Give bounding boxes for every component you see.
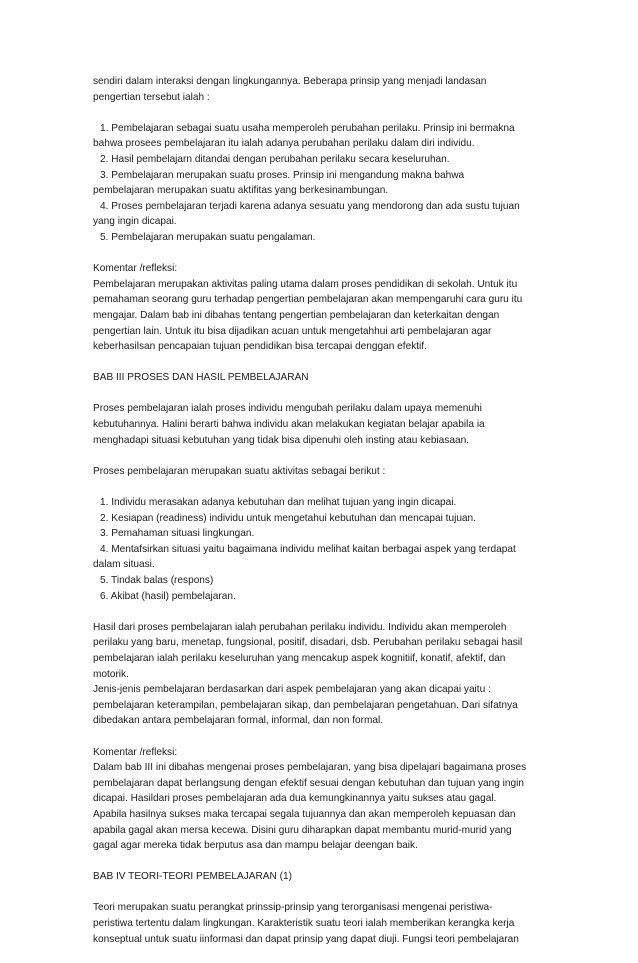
- text-line: pembelajaran merupakan suatu aktifitas yang berkesinambungan.: [93, 185, 389, 197]
- text-line: dicapai. Hasildari proses pembelajaran ada dua kemungkinannya yaitu sukses atau gagal.: [93, 793, 497, 805]
- text-line: sendiri dalam interaksi dengan lingkungannya. Beberapa prinsip yang menjadi landasan: [93, 76, 487, 87]
- text-line: Komentar /refleksi:: [93, 746, 178, 758]
- list-item: 5. Pembelajaran merupakan suatu pengalaman.: [100, 231, 316, 243]
- text-line: yang ingin dicapai.: [93, 216, 177, 228]
- paragraph: [93, 869, 553, 885]
- text-line: pengertian tersebut ialah :: [93, 91, 210, 103]
- paragraph: [93, 74, 553, 105]
- text-line: pengertian lain. Untuk itu bisa dijadikan acuan untuk mengetahhui arti pembelajaran agar: [93, 325, 492, 337]
- document-page: [93, 74, 553, 963]
- paragraph: [93, 464, 553, 480]
- list-item: 1. Pembelajaran sebagai suatu usaha memperoleh perubahan perilaku. Prinsip ini bermakna: [100, 122, 515, 134]
- text-line: pembelajaran dapat berlangsung dengan efektif sesuai dengan kebutuhan dan tujuan yang ingin: [93, 777, 525, 789]
- text-line: perilaku yang baru, menetap, fungsional, positif, disadari, dsb. Perubahan perilaku sebagai hasil: [93, 637, 523, 649]
- numbered-list: [93, 495, 553, 604]
- list-item: 1. Individu merasakan adanya kebutuhan dan melihat tujuan yang ingin dicapai.: [100, 497, 457, 509]
- text-line: menghadapi situasi kebutuhan yang tidak bisa dipenuhi oleh insting atau kebiasaan.: [93, 434, 469, 446]
- text-line: Jenis-jenis pembelajaran berdasarkan dari aspek pembelajaran yang akan dicapai yaitu :: [93, 684, 491, 696]
- text-line: pembelajaran ialah perilaku keseluruhan yang mencakup aspek kognitiif, konatif, afektif, dan: [93, 652, 506, 664]
- paragraph: [93, 261, 553, 355]
- text-line: Teori merupakan suatu perangkat prinssip-prinsip yang terorganisasi mengenai peristiwa-: [93, 902, 493, 914]
- list-item: 6. Akibat (hasil) pembelajaran.: [100, 590, 236, 602]
- text-line: Apabila hasilnya sukses maka tercapai segala tujuannya dan akan memperoleh kepuasan dan: [93, 808, 516, 820]
- text-line: kebutuhannya. Halini berarti bahwa individu akan melakukan kegiatan belajar apabila ia: [93, 419, 485, 431]
- text-line: bahwa prosees pembelajaran itu ialah adanya perubahan perilaku dalam diri individu.: [93, 138, 475, 150]
- text-line: mengajar. Dalam bab ini dibahas tentang pengertian pembelajaran dan keterkaitan dengan: [93, 309, 500, 321]
- text-line: motorik.: [93, 668, 129, 680]
- list-item: 2. Kesiapan (readiness) individu untuk mengetahui kebutuhan dan mencapai tujuan.: [100, 512, 476, 524]
- text-line: Komentar /refleksi:: [93, 263, 178, 275]
- text-line: pembelajaran keterampilan, pembelajaran sikap, dan pembelajaran pengetahuan. Dari sifatnya: [93, 699, 518, 711]
- list-item: 4. Proses pembelajaran terjadi karena adanya sesuatu yang mendorong dan ada sustu tujuan: [100, 200, 520, 212]
- paragraph: [93, 370, 553, 386]
- text-line: Pembelajaran merupakan aktivitas paling utama dalam proses pendidikan di sekolah. Untuk itu: [93, 278, 518, 290]
- paragraph: [93, 620, 553, 729]
- text-line: apabila gagal akan mersa kecewa. Disini guru diharapkan dapat membantu murid-murid yang: [93, 824, 512, 836]
- text-line: Proses pembelajaran ialah proses individu mengubah perilaku dalam upaya memenuhi: [93, 403, 482, 415]
- text-line: Proses pembelajaran merupakan suatu aktivitas sebagai berikut :: [93, 465, 386, 477]
- text-line: dalam situasi.: [93, 559, 155, 571]
- text-line: keberhasilsan pencapaian tujuan pendidikan bisa tercapai denggan efektif.: [93, 341, 427, 353]
- paragraph: [93, 401, 553, 448]
- text-line: konseptual untuk suatu iinformasi dan dapat prinsip yang dapat diuji. Fungsi teori pembelajaran: [93, 933, 519, 945]
- list-item: 3. Pemahaman situasi lingkungan.: [100, 528, 255, 540]
- text-line: Hasil dari proses pembelajaran ialah perubahan perilaku individu. Individu akan memperoleh: [93, 621, 507, 633]
- paragraph: [93, 745, 553, 854]
- list-item: 3. Pembelajaran merupakan suatu proses. Prinsip ini mengandung makna bahwa: [100, 169, 465, 181]
- text-line: dibedakan antara pembelajaran formal, informal, dan non formal.: [93, 715, 384, 727]
- paragraph: [93, 900, 553, 947]
- text-line: BAB IV TEORI-TEORI PEMBELAJARAN (1): [93, 871, 292, 883]
- text-line: BAB III PROSES DAN HASIL PEMBELAJARAN: [93, 372, 309, 384]
- list-item: 5. Tindak balas (respons): [100, 575, 214, 586]
- list-item: 4. Mentafsirkan situasi yaitu bagaimana individu melihat kaitan berbagai aspek yang terdapat: [100, 543, 516, 555]
- list-item: 2. Hasil pembelajarn ditandai dengan perubahan perilaku secara keseluruhan.: [100, 153, 450, 165]
- numbered-list: [93, 121, 553, 246]
- text-line: peristiwa tertentu dalam lingkungan. Karakteristik suatu teori ialah memberikan kerangka kerja: [93, 918, 515, 930]
- text-line: gagal agar mereka tidak berputus asa dan mampu belajar deengan baik.: [93, 840, 418, 852]
- text-line: Dalam bab III ini dibahas mengenai proses pembelajaran, yang bisa dipelajari bagaimana proses: [93, 762, 527, 774]
- text-line: pemahaman seorang guru terhadap pengertian pembelajaran akan mempengaruhi cara guru itu: [93, 294, 523, 306]
